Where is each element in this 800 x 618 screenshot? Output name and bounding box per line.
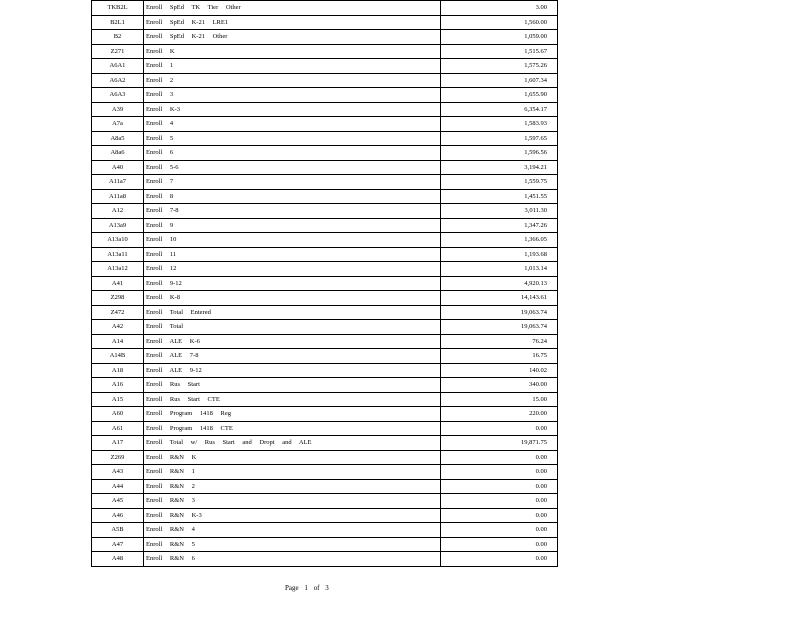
table-row	[92, 117, 558, 132]
row-value-cell: 16.75	[441, 349, 558, 364]
row-code-cell: A61	[92, 421, 144, 436]
enrollment-table-body	[92, 1, 558, 567]
row-code-cell: A46	[92, 508, 144, 523]
row-value-cell: 1,597.65	[441, 131, 558, 146]
row-code-cell: TKB2L	[92, 1, 144, 16]
row-description-cell: Enroll R&N 3	[144, 494, 441, 509]
row-code-cell: A45	[92, 494, 144, 509]
table-row	[92, 30, 558, 45]
page-footer	[285, 584, 329, 592]
row-description-cell: Enroll K-8	[144, 291, 441, 306]
row-code-cell: B2L1	[92, 15, 144, 30]
row-code-cell: A5B	[92, 523, 144, 538]
row-description-cell: Enroll Rus Start	[144, 378, 441, 393]
row-description-cell: Enroll R&N K-3	[144, 508, 441, 523]
row-description-cell: Enroll R&N 1	[144, 465, 441, 480]
row-description-cell: Enroll ALE 9-12	[144, 363, 441, 378]
row-code-cell: A15	[92, 392, 144, 407]
row-code-cell: A11a7	[92, 175, 144, 190]
table-row	[92, 494, 558, 509]
row-description-cell: Enroll Rus Start CTE	[144, 392, 441, 407]
row-description-cell: Enroll 3	[144, 88, 441, 103]
table-row	[92, 436, 558, 451]
row-code-cell: A8a5	[92, 131, 144, 146]
row-code-cell: A18	[92, 363, 144, 378]
row-code-cell: A43	[92, 465, 144, 480]
row-value-cell: 15.00	[441, 392, 558, 407]
table-row	[92, 160, 558, 175]
row-code-cell: A11a8	[92, 189, 144, 204]
table-row	[92, 276, 558, 291]
table-row	[92, 88, 558, 103]
row-code-cell: A13a10	[92, 233, 144, 248]
row-code-cell: A13a12	[92, 262, 144, 277]
table-row	[92, 421, 558, 436]
row-description-cell: Enroll 5-6	[144, 160, 441, 175]
row-description-cell: Enroll 7	[144, 175, 441, 190]
row-value-cell: 6,354.17	[441, 102, 558, 117]
row-description-cell: Enroll 6	[144, 146, 441, 161]
page-number: 1	[304, 584, 308, 592]
row-description-cell: Enroll Program 1418 CTE	[144, 421, 441, 436]
table-row	[92, 15, 558, 30]
row-description-cell: Enroll R&N 5	[144, 537, 441, 552]
table-row	[92, 291, 558, 306]
row-description-cell: Enroll 11	[144, 247, 441, 262]
row-code-cell: A48	[92, 552, 144, 567]
table-row	[92, 450, 558, 465]
row-description-cell: Enroll R&N 2	[144, 479, 441, 494]
row-value-cell: 1,559.75	[441, 175, 558, 190]
table-row	[92, 102, 558, 117]
table-row	[92, 552, 558, 567]
table-row	[92, 175, 558, 190]
row-value-cell: 220.00	[441, 407, 558, 422]
row-value-cell: 0.00	[441, 479, 558, 494]
row-description-cell: Enroll 12	[144, 262, 441, 277]
table-row	[92, 334, 558, 349]
row-description-cell: Enroll 2	[144, 73, 441, 88]
row-description-cell: Enroll 10	[144, 233, 441, 248]
enrollment-table	[91, 0, 558, 567]
row-value-cell: 3,194.21	[441, 160, 558, 175]
row-code-cell: Z298	[92, 291, 144, 306]
table-row	[92, 349, 558, 364]
row-code-cell: A60	[92, 407, 144, 422]
row-value-cell: 0.00	[441, 494, 558, 509]
table-row	[92, 537, 558, 552]
row-value-cell: 1,366.05	[441, 233, 558, 248]
page-label: Page	[285, 584, 299, 592]
row-description-cell: Enroll 9	[144, 218, 441, 233]
row-value-cell: 1,013.14	[441, 262, 558, 277]
table-row	[92, 44, 558, 59]
table-row	[92, 189, 558, 204]
row-value-cell: 3,011.30	[441, 204, 558, 219]
row-value-cell: 1,575.26	[441, 59, 558, 74]
row-description-cell: Enroll SpEd K-21 LRE1	[144, 15, 441, 30]
row-code-cell: A17	[92, 436, 144, 451]
row-value-cell: 1,193.68	[441, 247, 558, 262]
total-pages: 3	[325, 584, 329, 592]
row-description-cell: Enroll SpEd TK Tier Other	[144, 1, 441, 16]
table-row	[92, 146, 558, 161]
row-value-cell: 1,347.26	[441, 218, 558, 233]
row-value-cell: 1,583.93	[441, 117, 558, 132]
row-value-cell: 1,596.56	[441, 146, 558, 161]
table-row	[92, 262, 558, 277]
table-row	[92, 363, 558, 378]
row-value-cell: 0.00	[441, 450, 558, 465]
row-code-cell: A41	[92, 276, 144, 291]
row-description-cell: Enroll Program 1418 Reg	[144, 407, 441, 422]
row-value-cell: 0.00	[441, 523, 558, 538]
row-description-cell: Enroll 1	[144, 59, 441, 74]
row-value-cell: 140.02	[441, 363, 558, 378]
row-description-cell: Enroll 8	[144, 189, 441, 204]
row-value-cell: 3.00	[441, 1, 558, 16]
table-row	[92, 523, 558, 538]
row-code-cell: Z269	[92, 450, 144, 465]
row-value-cell: 0.00	[441, 552, 558, 567]
row-value-cell: 14,143.61	[441, 291, 558, 306]
row-description-cell: Enroll 7-8	[144, 204, 441, 219]
row-code-cell: A14B	[92, 349, 144, 364]
row-code-cell: A6A1	[92, 59, 144, 74]
row-code-cell: A7a	[92, 117, 144, 132]
row-code-cell: A40	[92, 160, 144, 175]
row-description-cell: Enroll 5	[144, 131, 441, 146]
row-description-cell: Enroll 9-12	[144, 276, 441, 291]
table-row	[92, 233, 558, 248]
table-row	[92, 407, 558, 422]
table-row	[92, 73, 558, 88]
row-code-cell: A42	[92, 320, 144, 335]
table-row	[92, 305, 558, 320]
table-row	[92, 59, 558, 74]
row-code-cell: B2	[92, 30, 144, 45]
row-code-cell: A39	[92, 102, 144, 117]
row-value-cell: 19,871.75	[441, 436, 558, 451]
row-code-cell: A14	[92, 334, 144, 349]
row-description-cell: Enroll K	[144, 44, 441, 59]
row-code-cell: Z271	[92, 44, 144, 59]
row-description-cell: Enroll K-3	[144, 102, 441, 117]
row-value-cell: 1,560.00	[441, 15, 558, 30]
table-row	[92, 465, 558, 480]
row-code-cell: A6A3	[92, 88, 144, 103]
row-value-cell: 1,515.67	[441, 44, 558, 59]
row-value-cell: 0.00	[441, 508, 558, 523]
table-row	[92, 479, 558, 494]
table-row	[92, 392, 558, 407]
row-value-cell: 1,655.90	[441, 88, 558, 103]
row-description-cell: Enroll R&N 4	[144, 523, 441, 538]
row-value-cell: 19,063.74	[441, 305, 558, 320]
row-code-cell: A13a11	[92, 247, 144, 262]
row-code-cell: A44	[92, 479, 144, 494]
row-description-cell: Enroll Total w/ Rus Start and Dropt and ALE	[144, 436, 441, 451]
row-description-cell: Enroll ALE K-6	[144, 334, 441, 349]
table-row	[92, 204, 558, 219]
table-row	[92, 320, 558, 335]
table-row	[92, 1, 558, 16]
row-value-cell: 1,451.55	[441, 189, 558, 204]
row-value-cell: 76.24	[441, 334, 558, 349]
row-value-cell: 19,063.74	[441, 320, 558, 335]
table-row	[92, 247, 558, 262]
row-value-cell: 1,607.34	[441, 73, 558, 88]
row-code-cell: A13a9	[92, 218, 144, 233]
row-description-cell: Enroll SpEd K-21 Other	[144, 30, 441, 45]
row-description-cell: Enroll R&N K	[144, 450, 441, 465]
row-value-cell: 1,059.00	[441, 30, 558, 45]
row-code-cell: A47	[92, 537, 144, 552]
row-code-cell: A8a6	[92, 146, 144, 161]
row-description-cell: Enroll 4	[144, 117, 441, 132]
table-row	[92, 378, 558, 393]
row-description-cell: Enroll Total Entered	[144, 305, 441, 320]
row-description-cell: Enroll Total	[144, 320, 441, 335]
row-code-cell: A12	[92, 204, 144, 219]
row-description-cell: Enroll ALE 7-8	[144, 349, 441, 364]
row-value-cell: 0.00	[441, 465, 558, 480]
row-value-cell: 4,920.13	[441, 276, 558, 291]
table-row	[92, 131, 558, 146]
of-label: of	[313, 584, 320, 592]
row-value-cell: 0.00	[441, 537, 558, 552]
row-value-cell: 340.00	[441, 378, 558, 393]
row-code-cell: Z472	[92, 305, 144, 320]
table-row	[92, 508, 558, 523]
row-value-cell: 0.00	[441, 421, 558, 436]
row-code-cell: A6A2	[92, 73, 144, 88]
row-description-cell: Enroll R&N 6	[144, 552, 441, 567]
row-code-cell: A16	[92, 378, 144, 393]
table-row	[92, 218, 558, 233]
